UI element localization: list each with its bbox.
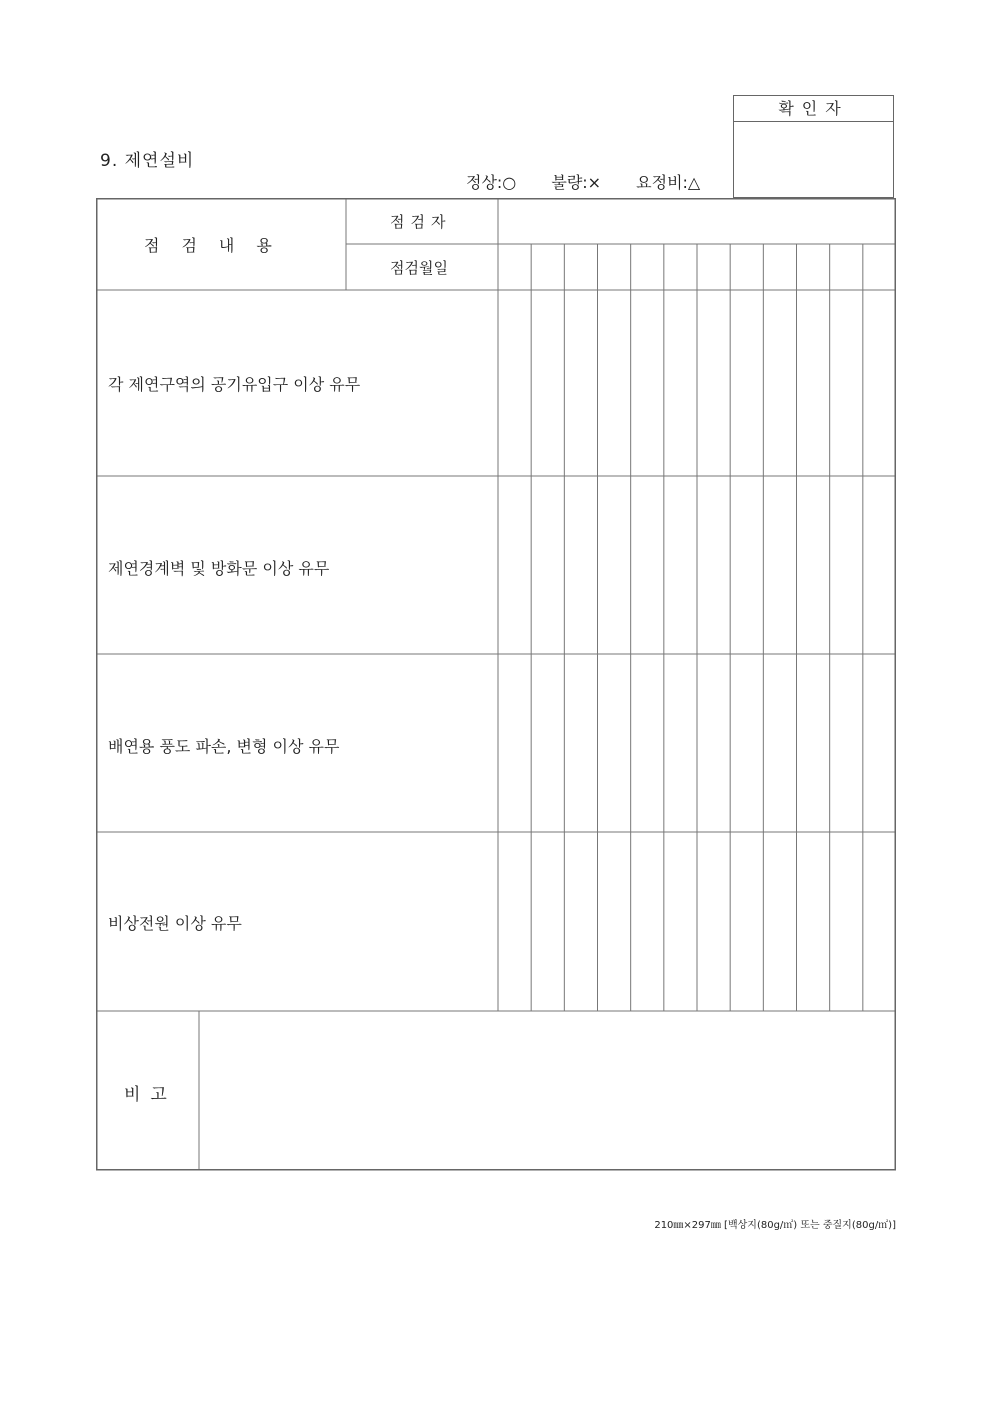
legend-repair: 요정비:△ <box>636 173 701 192</box>
item-label: 각 제연구역의 공기유입구 이상 유무 <box>108 375 361 394</box>
content-header: 점검내용 <box>144 236 294 255</box>
paper-spec-footer: 210㎜×297㎜ [백상지(80g/㎡) 또는 중질지(80g/㎡)] <box>654 1220 896 1231</box>
legend-normal: 정상:○ <box>466 173 517 192</box>
inspector-header: 점검자 <box>390 213 452 231</box>
confirm-signature-area[interactable] <box>734 122 893 198</box>
confirm-box <box>733 95 894 198</box>
form-title: 9. 제연설비 <box>100 151 195 171</box>
remarks-field[interactable] <box>200 1013 892 1168</box>
date-header: 점검월일 <box>390 259 448 277</box>
item-label: 제연경계벽 및 방화문 이상 유무 <box>108 559 330 578</box>
legend-defective: 불량:× <box>551 173 602 192</box>
confirm-label: 확인자 <box>734 96 893 122</box>
item-label: 배연용 풍도 파손, 변형 이상 유무 <box>108 737 340 756</box>
legend <box>466 170 700 193</box>
remarks-label: 비고 <box>124 1085 177 1105</box>
item-label: 비상전원 이상 유무 <box>108 914 242 933</box>
